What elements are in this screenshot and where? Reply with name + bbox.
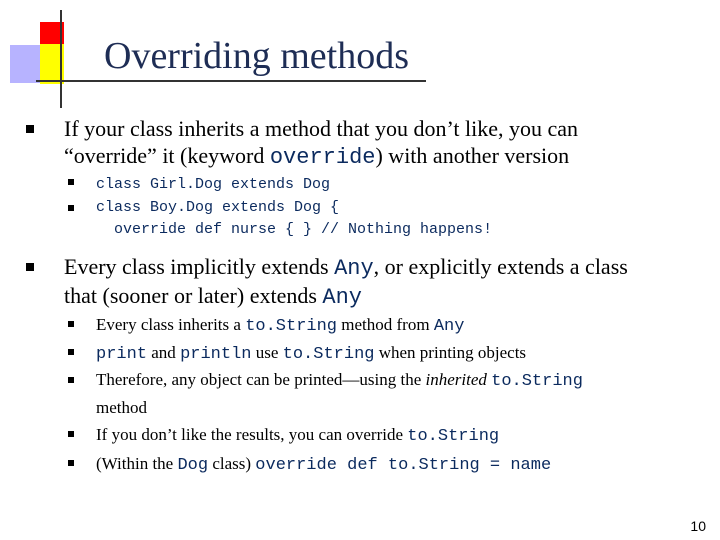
code-tostring: to.String <box>245 317 338 336</box>
code-println: println <box>180 345 252 364</box>
sub-bullet-1-2 <box>96 197 706 241</box>
sub-text: (Within the <box>96 454 178 473</box>
sub-text: Every class inherits a <box>96 315 246 334</box>
sub-bullet-2-5 <box>96 450 706 479</box>
code-tostring: to.String <box>407 427 500 446</box>
sub-text: If you don’t like the results, you can override <box>96 425 408 444</box>
sub-text: and <box>147 343 181 362</box>
bullet-marker <box>26 263 34 271</box>
code-any: Any <box>334 256 374 281</box>
sub-text: class) <box>208 454 256 473</box>
sub-bullet-2-4 <box>96 421 706 450</box>
sub-bullet-marker <box>68 377 74 383</box>
code-any: Any <box>433 317 465 336</box>
bullet-2 <box>64 253 714 311</box>
bullet-1-line1: If your class inherits a method that you don’t like, you can <box>64 116 579 141</box>
sub-text: method from <box>337 315 434 334</box>
code-any: Any <box>322 285 363 310</box>
bullet-2-line1-pre: Every class implicitly extends <box>64 254 335 279</box>
sub-text: use <box>251 343 283 362</box>
sub-bullet-2-2 <box>96 339 706 368</box>
slide-title: Overriding methods <box>104 35 410 77</box>
code-print: print <box>96 345 148 364</box>
bullet-2-line2-pre: that (sooner or later) extends <box>64 283 323 308</box>
keyword-override: override <box>269 145 376 170</box>
slide-logo-decoration <box>0 0 110 110</box>
bullet-1-line2-pre: “override” it (keyword <box>64 143 270 168</box>
sub-bullet-marker <box>68 179 74 185</box>
code-dog: Dog <box>177 456 209 475</box>
vertical-rule <box>60 10 62 108</box>
sub-text: when printing objects <box>374 343 527 362</box>
sub-bullet-marker <box>68 460 74 466</box>
code-tostring: to.String <box>491 372 583 391</box>
bullet-2-line1-post: , or explicitly extends a class <box>373 254 628 279</box>
sub-bullet-marker <box>68 321 74 327</box>
bullet-1 <box>64 115 714 171</box>
sub-bullet-2-3 <box>96 367 706 421</box>
sub-bullet-marker <box>68 205 74 211</box>
sub-text: Therefore, any object can be printed—using the <box>96 370 426 389</box>
code-override-tostring: override def to.String = name <box>255 456 552 475</box>
code-tostring: to.String <box>282 345 375 364</box>
sub-bullet-2-1 <box>96 311 706 340</box>
purple-square <box>10 45 40 83</box>
bullet-1-line2-post: ) with another version <box>375 143 570 168</box>
page-number: 10 <box>690 518 706 534</box>
title-underline <box>36 80 426 82</box>
sub-bullet-marker <box>68 349 74 355</box>
code-boy-dog: class Boy.Dog extends Dog { <box>96 199 340 216</box>
sub-text: method <box>96 398 147 417</box>
code-override-nurse: override def nurse { } // Nothing happens! <box>96 221 493 238</box>
code-girl-dog: class Girl.Dog extends Dog <box>96 176 331 193</box>
sub-bullet-1-1 <box>96 171 706 198</box>
bullet-marker <box>26 125 34 133</box>
sub-bullet-marker <box>68 431 74 437</box>
emphasis-inherited: inherited <box>425 370 487 389</box>
